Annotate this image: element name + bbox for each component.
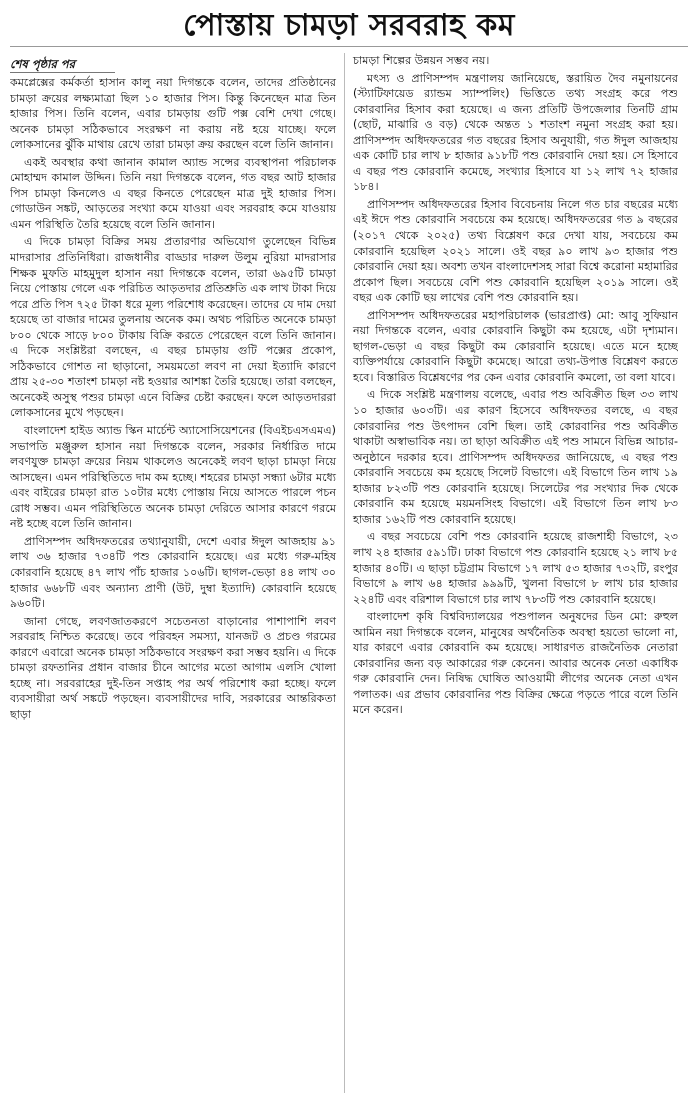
paragraph: এ বছর সবচেয়ে বেশি পশু কোরবানি হয়েছে রাজশাহী বিভাগে, ২৩ লাখ ২৪ হাজার ৫৯১টি। ঢাকা বিভাগে পশু কোরবানি হয়েছে ২১ লাখ ৮৫ হাজার ৪০টি। এ ছাড়া চট্টগ্রাম বিভাগে ১৭ লাখ ৫৩ হাজার ৭৩২টি, রংপুর বিভাগে ৯ লাখ ৬৪ হাজার ৯৯৯টি, খুলনা বিভাগে ৮ লাখ চার হাজার ২২৪টি এবং বরিশাল বিভাগে চার লাখ ৭৮৩টি পশু কোরবানি হয়েছে। [353,530,678,606]
headline: পোস্তায় চামড়া সরবরাহ কম [183,8,515,43]
paragraph: এ দিকে সংশ্লিষ্ট মন্ত্রণালয় বলেছে, এবার পশু অবিক্রীত ছিল ৩৩ লাখ ১০ হাজার ৬০৩টি। এর কারণ হিসেবে অধিদফতর বলছে, এ বছর কোরবানির পশু উৎপাদন বেশি ছিল। তাই কোরবানির পশু অবিক্রীত থাকাটা অস্বাভাবিক নয়। তা ছাড়া অবিক্রীত এই পশু সামনে বিভিন্ন আচার-অনুষ্ঠানে দরকার হবে। প্রাণিসম্পদ অধিদফতর জানিয়েছে, এ বছর পশু কোরবানি সবচেয়ে কম হয়েছে সিলেট বিভাগে। এই বিভাগে তিন লাখ ১৯ হাজার ৮২৩টি পশু কোরবানি হয়েছে। সিলেটের পর সংখ্যার দিক থেকে কোরবানি কম হয়েছে ময়মনসিংহ বিভাগে। এই বিভাগে তিন লাখ ৮৩ হাজার ১৬২টি পশু কোরবানি হয়েছে। [353,388,678,526]
paragraph: বাংলাদেশ হাইড অ্যান্ড স্কিন মার্চেন্ট অ্যাসোসিয়েশনের (বিএইচএসএমএ) সভাপতি মঞ্জুরুল হাসান নয়া দিগন্তকে বলেন, সরকার নির্ধারিত দামে লবণযুক্ত চামড়া ক্রয়ের নিয়ম থাকলেও অনেকেই লবণ ছাড়া চামড়া নিয়ে আসছেন। এমন পরিস্থিতিতে দাম কম হচ্ছে। শহরের চামড়া সন্ধ্যা ৬টার মধ্যে এবং বাইরের চামড়া রাত ১০টার মধ্যে পোস্তায় নিয়ে আসতে পারলে পচন রোধ সম্ভব। এমন পরিস্থিতিতে অনেক চামড়া দেরিতে আসার কারণে গরমে নষ্ট হচ্ছে বলে তিনি জানান। [10,424,336,531]
paragraph: প্রাণিসম্পদ অধিদফতরের হিসাব বিবেচনায় নিলে গত চার বছরের মধ্যে এই ঈদে পশু কোরবানি সবচেয়ে কম হয়েছে। অধিদফতরের গত ৯ বছরের (২০১৭ থেকে ২০২৫) তথ্য বিশ্লেষণ করে দেখা যায়, সবচেয়ে কম কোরবানি হয়েছিল ২০২১ সালে। ওই বছর ৯০ লাখ ৯৩ হাজার পশু কোরবানি দেয়া হয়। অবশ্য তখন বাংলাদেশসহ সারা বিশ্বে করোনা মহামারির প্রকোপ ছিল। সবচেয়ে বেশি পশু কোরবানি হয়েছিল ২০১৯ সালে। ওই বছর এক কোটি ছয় লাখের বেশি পশু কোরবানি হয়। [353,197,678,305]
column-right [344,53,678,1093]
paragraph: কমপ্লেক্সের কর্মকর্তা হাসান কালু নয়া দিগন্তকে বলেন, তাদের প্রতিষ্ঠানের চামড়া ক্রয়ের লক্ষ্যমাত্রা ছিল ১০ হাজার পিস। কিন্তু কিনেছেন মাত্র তিন হাজার পিস। তিনি বলেন, এবার চামড়ায় গুটি পক্স বেশি দেখা গেছে। অনেক চামড়া সঠিকভাবে সংরক্ষণ না করায় নষ্ট হয়ে যাচ্ছে। ফলে লোকসানের ঝুঁকি মাথায় রেখে তারা চামড়া ক্রয় করছেন বলে তিনি জানান। [10,76,336,152]
paragraph: বাংলাদেশ কৃষি বিশ্ববিদ্যালয়ের পশুপালন অনুষদের ডিন মো: রুহুল আমিন নয়া দিগন্তকে বলেন, মানুষের অর্থনৈতিক অবস্থা হয়তো ভালো না, যার কারণে এবার কোরবানি কম হয়েছে। সাধারণত রাজনৈতিক নেতারা কোরবানির জন্য বড় আকারের গরু কেনেন। আবার অনেক নেতা একাধিক গরু কোরবানি দেন। নিষিদ্ধ ঘোষিত আওয়ামী লীগের অনেক নেতা এখন পলাতক। এর প্রভাব কোরবানির পশু বিক্রির ক্ষেত্রে পড়তে পারে বলে তিনি মনে করেন। [353,610,678,717]
paragraph: চামড়া শিল্পের উন্নয়ন সম্ভব নয়। [353,54,490,67]
headline-bar [10,6,688,47]
paragraph: প্রাণিসম্পদ অধিদফতরের তথ্যানুযায়ী, দেশে এবার ঈদুল আজহায় ৯১ লাখ ৩৬ হাজার ৭৩৪টি পশু কোরবানি হয়েছে। এর মধ্যে গরু-মহিষ কোরবানি হয়েছে ৪৭ লাখ পাঁচ হাজার ১০৬টি। ছাগল-ভেড়া ৪৪ লাখ ৩০ হাজার ৬৬৮টি এবং অন্যান্য প্রাণী (উট, দুম্বা ইত্যাদি) কোরবানি হয়েছে ৯৬০টি। [10,534,336,611]
paragraph: জানা গেছে, লবণজাতকরণে সচেতনতা বাড়ানোর পাশাপাশি লবণ সরবরাহ নিশ্চিত করেছে। তবে পরিবহন সমস্যা, যানজট ও প্রচণ্ড গরমের কারণে এবারো অনেক চামড়া সঠিকভাবে সংরক্ষণ করা সম্ভব হয়নি। এ দিকে চামড়া রফতানির প্রধান বাজার চীনে আগের মতো আগাম এলসি খোলা হচ্ছে না। সরবরাহের দুই-তিন সপ্তাহ পর অর্থ পরিশোধ করা হচ্ছে। ফলে ব্যবসায়ীরা অর্থ সঙ্কটে পড়ছেন। ব্যবসায়ীদের দাবি, সরকারের আন্তরিকতা ছাড়া [10,614,336,721]
paragraph: মৎস্য ও প্রাণিসম্পদ মন্ত্রণালয় জানিয়েছে, স্তরায়িত দৈব নমুনায়নের (স্ট্যাটিফায়েড র‍্যান্ডম স্যাম্পলিং) ভিত্তিতে তথ্য সংগ্রহ করে পশু কোরবানির হিসাব করা হয়েছে। এ জন্য প্রতিটি উপজেলার তিনটি গ্রাম (ছোট, মাঝারি ও বড়) থেকে অন্তত ১ শতাংশ নমুনা সংগ্রহ করা হয়। প্রাণিসম্পদ অধিদফতরের গত বছরের হিসাব অনুযায়ী, গত ঈদুল আজহায় এক কোটি চার লাখ ৮ হাজার ৯১৮টি পশু কোরবানি দেয়া হয়। সে হিসাবে এ বছর পশু কোরবানি কমেছে, সংখ্যার হিসাবে যা ১২ লাখ ৭২ হাজার ১৮৪। [353,71,678,194]
paragraph: প্রাণিসম্পদ অধিদফতরের মহাপরিচালক (ভারপ্রাপ্ত) মো: আবু সুফিয়ান নয়া দিগন্তকে বলেন, এবার কোরবানি কিছুটা কম হয়েছে, এটা দৃশ্যমান। ছাগল-ভেড়া এ বছর কিছুটা কম কোরবানি হয়েছে। এতে মনে হচ্ছে ব্যক্তিপর্যায়ে কোরবানি কিছুটা কমেছে। আরো তথ্য-উপাত্ত বিশ্লেষণ করতে হবে। বিস্তারিত বিশ্লেষণের পর কেন এবার কোরবানি কমলো, তা বলা যাবে। [353,308,678,384]
paragraph: এ দিকে চামড়া বিক্রির সময় প্রতারণার অভিযোগ তুলেছেন বিভিন্ন মাদরাসার প্রতিনিধিরা। রাজধানীর বাড্ডার দারুল উলুম নুরিয়া মাদরাসার শিক্ষক মুফতি মাহমুদুল হাসান নয়া দিগন্তকে বলেন, তারা ৬৯৫টি চামড়া নিয়ে পোস্তায় গেলে এক পরিচিত আড়তদার প্রতিশ্রুতি এক লাখ টাকা দিয়ে পরে প্রতি পিস ৭২৫ টাকা ধরে মূল্য পরিশোধ করেছেন। তাদের যে দাম দেয়া হয়েছে তা বাজার দামের তুলনায় অনেক কম। অথচ পরিচিত অনেকে চামড়া ৮০০ থেকে সাড়ে ৮০০ টাকায় বিক্রি করতে পেরেছেন বলে তিনি জানান। এ দিকে সংশ্লিষ্টরা বলছেন, এ বছর চামড়ায় গুটি পক্সের প্রকোপ, সঠিকভাবে গোশত না ছাড়ানো, সময়মতো লবণ না দেয়া ইত্যাদি কারণে প্রায় ২৫-৩০ শতাংশ চামড়া নষ্ট হওয়ার আশঙ্কা তৈরি হয়েছে। তারা বলছেন, অনেকেই অসুস্থ পশুর চামড়া এনে বিক্রির চেষ্টা করছেন। ফলে আড়তদাররা লোকসানের মুখে পড়ছেন। [10,235,336,420]
article-body [10,53,688,1093]
paragraph: একই অবস্থার কথা জানান কামাল অ্যান্ড সন্সের ব্যবস্থাপনা পরিচালক মোহাম্মদ কামাল উদ্দিন। তিনি নয়া দিগন্তকে বলেন, গত বছর আট হাজার পিস চামড়া কিনলেও এ বছর কিনতে পেরেছেন মাত্র দুই হাজার পিস। গোডাউন সঙ্কট, আড়তের সংখ্যা কমে যাওয়া এবং সরবরাহ কমে যাওয়ায় এমন পরিস্থিতি তৈরি হয়েছে বলে তিনি জানান। [10,155,336,231]
continued-from-label: শেষ পৃষ্ঠার পর [10,56,115,73]
column-left [10,53,344,1093]
